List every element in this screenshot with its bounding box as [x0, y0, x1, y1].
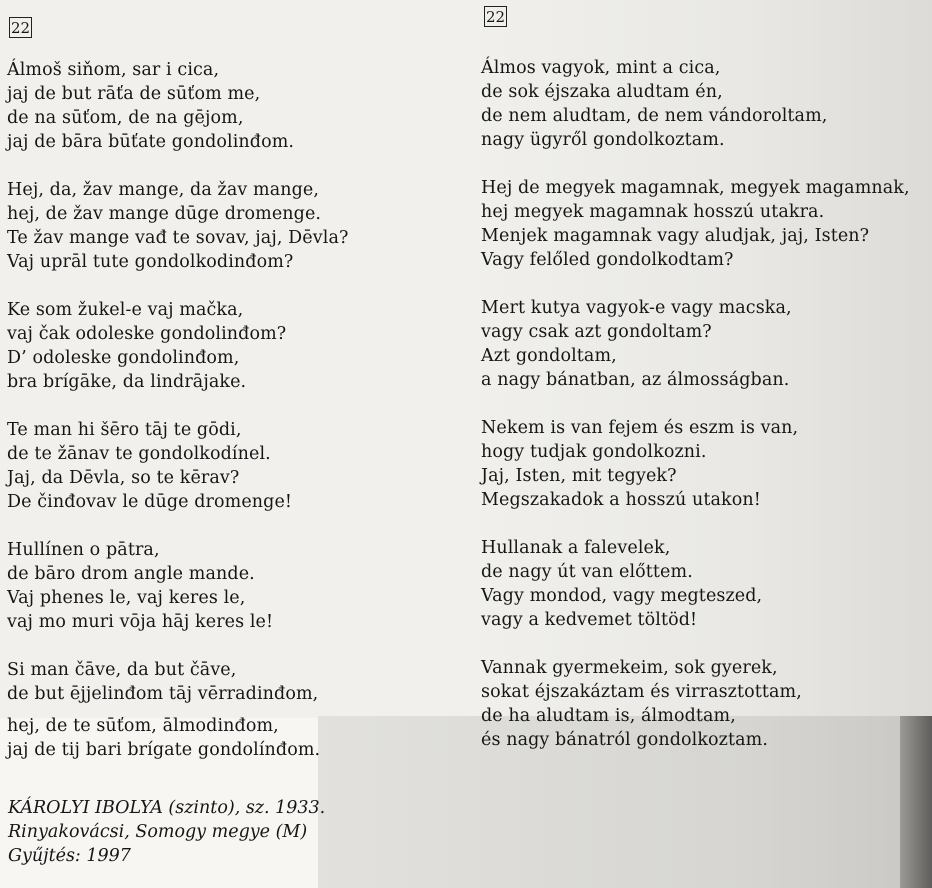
poem-line: bra brígāke, da lindrājake. — [7, 372, 247, 392]
poem-line: Jaj, Isten, mit tegyek? — [481, 466, 677, 486]
poem-line: Álmos vagyok, mint a cica, — [481, 58, 721, 78]
stanza-1 — [7, 58, 348, 154]
poem-line: Te man hi šēro tāj te gōdi, — [7, 420, 242, 440]
poem-line: jaj de tij bari brígate gondolínđom. — [7, 740, 321, 760]
poem-line: hej, de žav mange dūge dromenge. — [7, 204, 322, 224]
poem-line: Ke som žukel-e vaj mačka, — [7, 300, 244, 320]
stanza-3 — [481, 296, 910, 392]
collection-year: Gyűjtés: 1997 — [8, 846, 131, 866]
stanza-3 — [7, 298, 348, 394]
poem-line: de nem aludtam, de nem vándoroltam, — [481, 106, 828, 126]
poem-line: Hej, da, žav mange, da žav mange, — [7, 180, 320, 200]
poem-line: vagy a kedvemet töltöd! — [481, 610, 698, 630]
poem-line: de nagy út van előttem. — [481, 562, 693, 582]
poem-line: Hej de megyek magamnak, megyek magamnak, — [481, 178, 910, 198]
stanza-5 — [7, 538, 348, 634]
collection-credits — [8, 796, 325, 868]
poem-line: de sok éjszaka aludtam én, — [481, 82, 723, 102]
poem-line: jaj de bāra būťate gondolinđom. — [7, 132, 295, 152]
poem-line: és nagy bánatról gondolkoztam. — [481, 730, 769, 750]
poem-line: de te žānav te gondolkodínel. — [7, 444, 271, 464]
poem-line: Vannak gyermekeim, sok gyerek, — [481, 658, 778, 678]
poem-line: vagy csak azt gondoltam? — [481, 322, 712, 342]
poem-line: a nagy bánatban, az álmosságban. — [481, 370, 790, 390]
poem-line: Jaj, da Dēvla, so te kērav? — [7, 468, 240, 488]
poem-line: hogy tudjak gondolkozni. — [481, 442, 707, 462]
hungarian-poem — [481, 56, 910, 776]
poem-line: Vaj phenes le, vaj keres le, — [7, 588, 246, 608]
poem-line: Vaj uprāl tute gondolkodinđom? — [7, 252, 294, 272]
poem-line: De činđovav le dūge dromenge! — [7, 492, 293, 512]
poem-line: hej megyek magamnak hosszú utakra. — [481, 202, 825, 222]
poem-line: Álmoš siňom, sar i cica, — [7, 60, 220, 80]
poem-line: Vagy mondod, vagy megteszed, — [481, 586, 763, 606]
poem-line: de bāro drom angle mande. — [7, 564, 255, 584]
page-number-right: 22 — [485, 8, 506, 26]
stanza-2 — [481, 176, 910, 272]
place-credit: Rinyakovácsi, Somogy megye (M) — [8, 822, 308, 842]
poem-line: vaj čak odoleske gondolinđom? — [7, 324, 287, 344]
poem-line: vaj mo muri vōja hāj keres le! — [7, 612, 274, 632]
poem-line: Vagy felőled gondolkodtam? — [481, 250, 734, 270]
poem-line: hej, de te sūťom, ālmodinđom, — [7, 716, 279, 736]
stanza-4 — [7, 418, 348, 514]
poem-line: Si man čāve, da but čāve, — [7, 660, 237, 680]
poem-line: Hullanak a falevelek, — [481, 538, 671, 558]
singer-credit: KÁROLYI IBOLYA (szinto), sz. 1933. — [8, 798, 326, 818]
poem-line: Megszakadok a hosszú utakon! — [481, 490, 761, 510]
poem-line: jaj de but rāťa de sūťom me, — [7, 84, 261, 104]
stanza-1 — [481, 56, 910, 152]
poem-line: Menjek magamnak vagy aludjak, jaj, Isten? — [481, 226, 870, 246]
stanza-4 — [481, 416, 910, 512]
poem-line: sokat éjszakáztam és virrasztottam, — [481, 682, 802, 702]
poem-line: de na sūťom, de na gējom, — [7, 108, 244, 128]
poem-line: Mert kutya vagyok-e vagy macska, — [481, 298, 792, 318]
romani-poem — [7, 58, 348, 786]
page-number-left: 22 — [10, 19, 31, 37]
poem-line: de but ējjelinđom tāj vērradinđom, — [7, 684, 319, 704]
poem-line: nagy ügyről gondolkoztam. — [481, 130, 725, 150]
poem-line: Azt gondoltam, — [481, 346, 617, 366]
poem-line: de ha aludtam is, álmodtam, — [481, 706, 736, 726]
poem-line: D’ odoleske gondolinđom, — [7, 348, 240, 368]
stanza-5 — [481, 536, 910, 632]
poem-line: Nekem is van fejem és eszm is van, — [481, 418, 799, 438]
stanza-2 — [7, 178, 348, 274]
stanza-6 — [7, 658, 348, 762]
poem-line: Hullínen o pātra, — [7, 540, 160, 560]
stanza-6 — [481, 656, 910, 752]
poem-line: Te žav mange vađ te sovav, jaj, Dēvla? — [7, 228, 349, 248]
